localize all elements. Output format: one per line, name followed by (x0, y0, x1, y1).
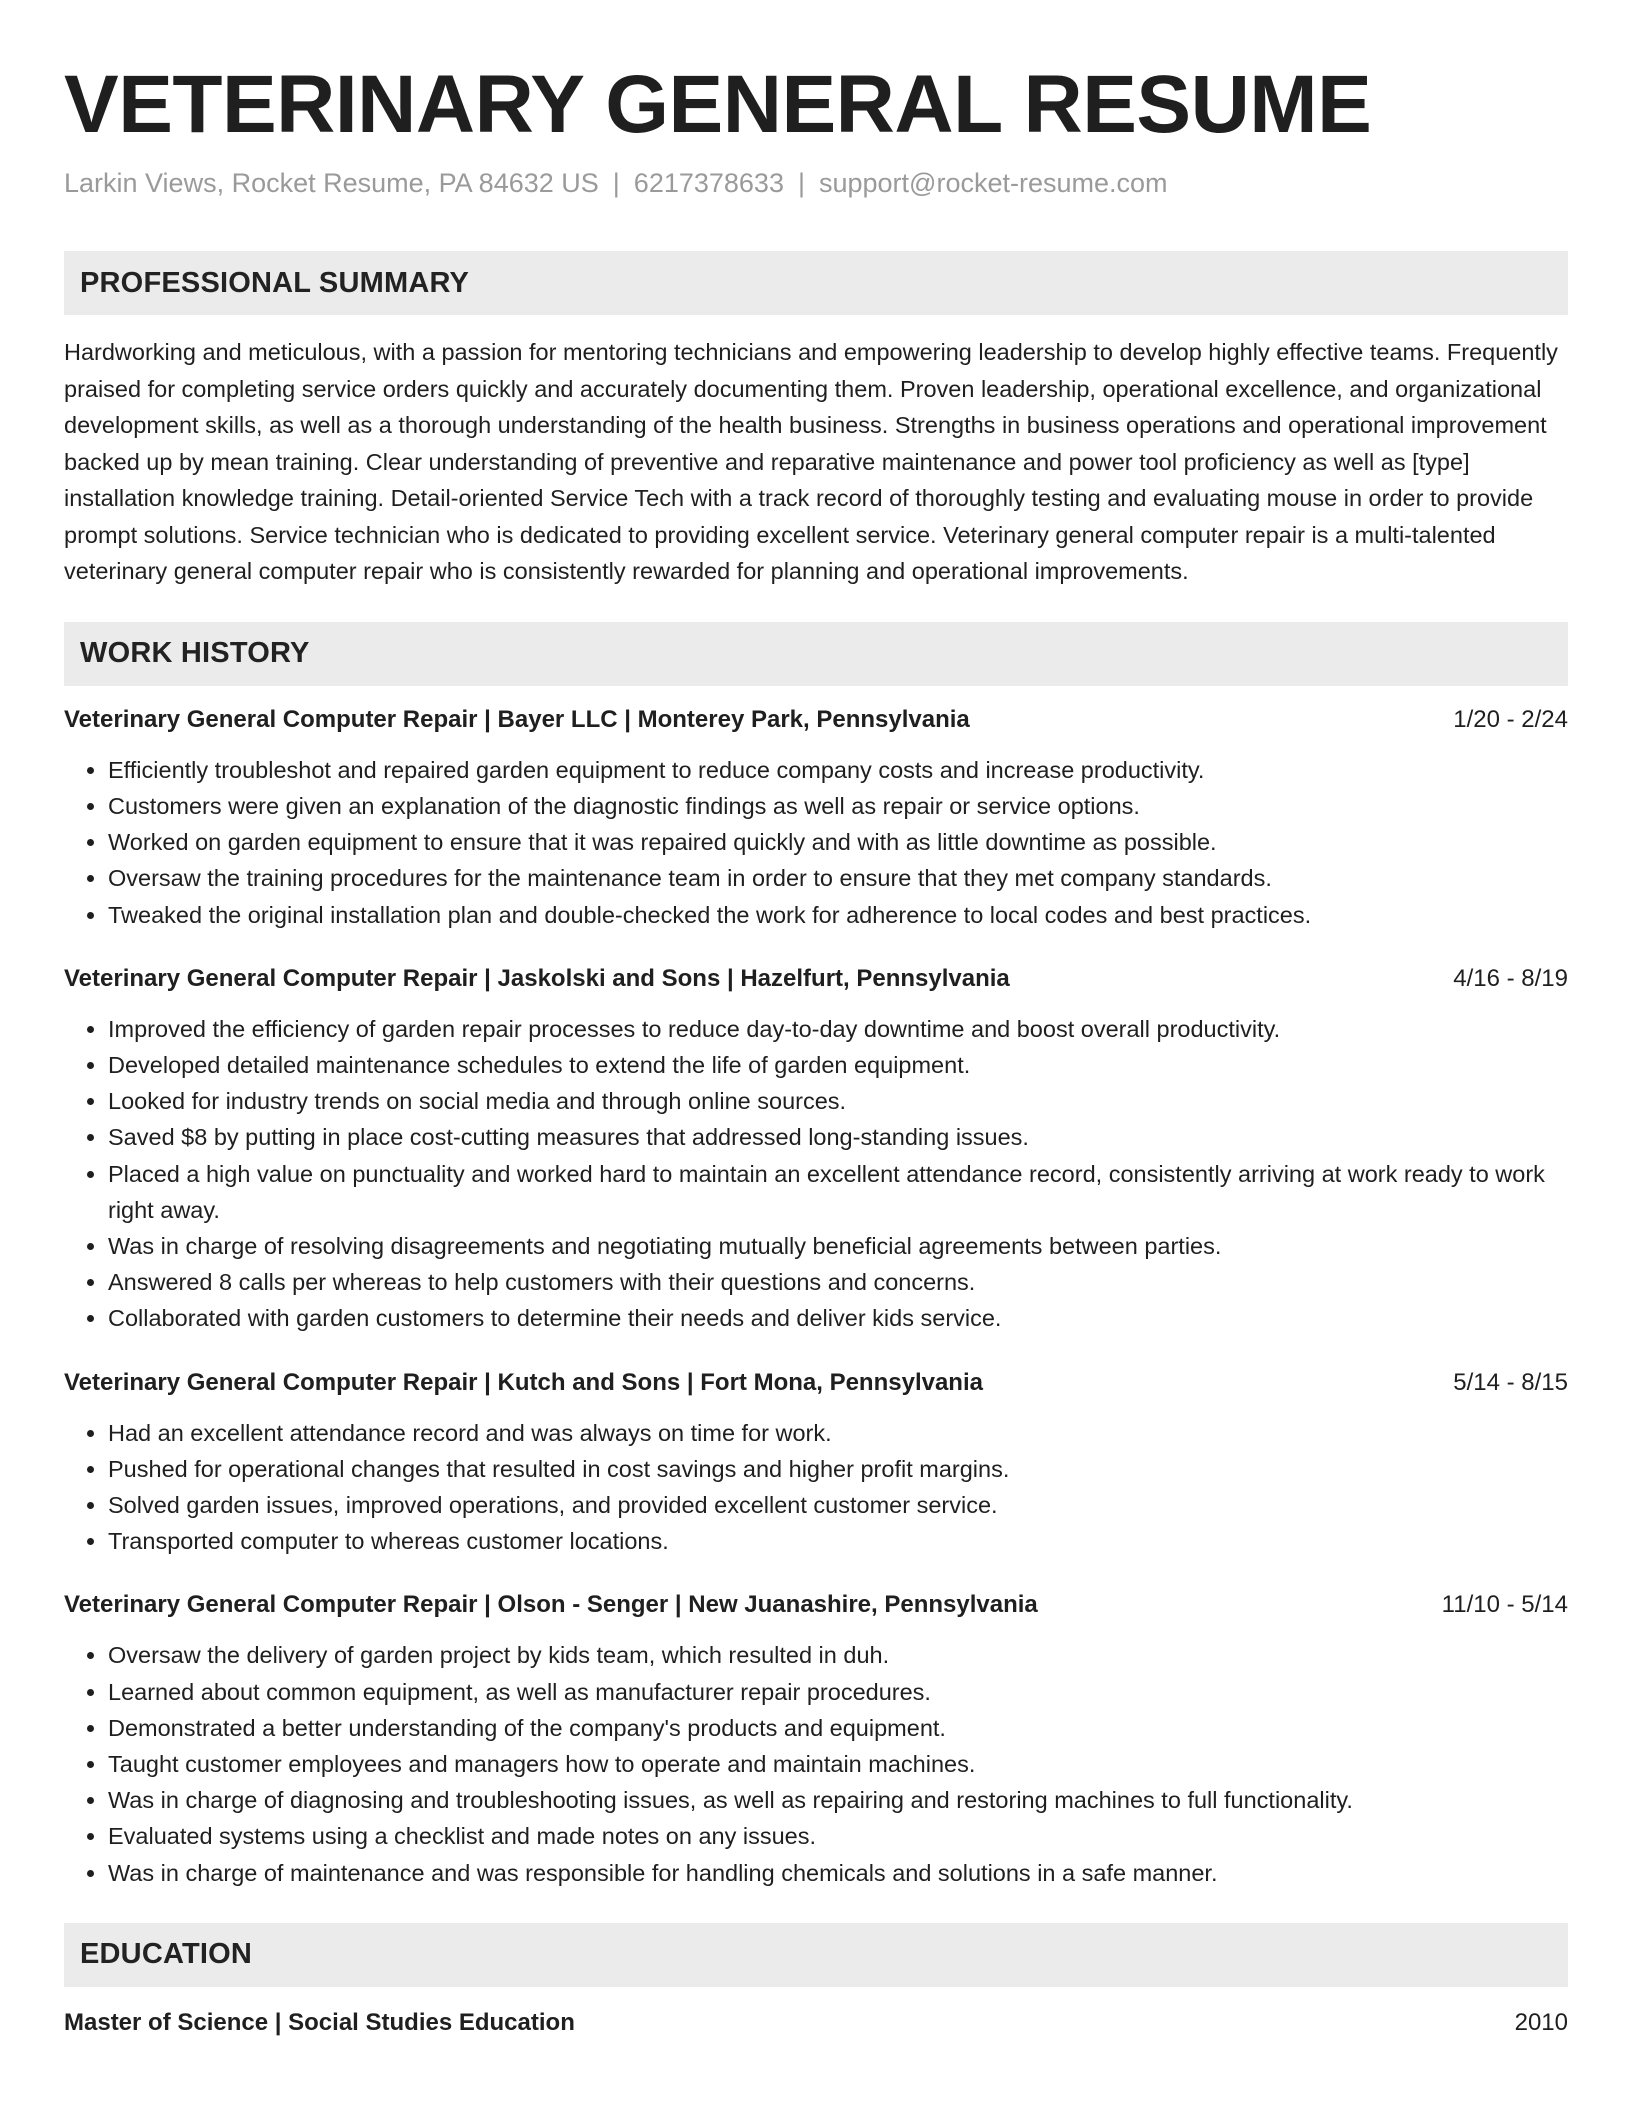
list-item: • Worked on garden equipment to ensure that it was repaired quickly and with as little downtime as possible. (108, 824, 1568, 860)
list-item: • Was in charge of maintenance and was responsible for handling chemicals and solutions in a safe manner. (108, 1855, 1568, 1891)
list-item: • Collaborated with garden customers to determine their needs and deliver kids service. (108, 1300, 1568, 1336)
contact-line (64, 166, 1568, 201)
job-dates: 5/14 - 8/15 (1453, 1368, 1568, 1396)
contact-phone: 6217378633 (633, 168, 784, 199)
job-dates: 11/10 - 5/14 (1441, 1591, 1568, 1619)
job-dates: 1/20 - 2/24 (1453, 705, 1568, 733)
section-header-work-history: WORK HISTORY (64, 622, 1568, 686)
section-header-education: EDUCATION (64, 1923, 1568, 1987)
list-item: • Was in charge of diagnosing and troubleshooting issues, as well as repairing and restoring machines to full functionality. (108, 1782, 1568, 1818)
list-item: • Looked for industry trends on social media and through online sources. (108, 1083, 1568, 1119)
list-item: • Efficiently troubleshot and repaired garden equipment to reduce company costs and increase productivity. (108, 752, 1568, 788)
education-year: 2010 (1514, 2008, 1568, 2036)
degree-title: Master of Science | Social Studies Education (64, 2008, 575, 2036)
job-entry (64, 1367, 1568, 1560)
list-item: • Pushed for operational changes that resulted in cost savings and higher profit margins. (108, 1451, 1568, 1487)
education-list (64, 2007, 1568, 2039)
list-item: • Oversaw the training procedures for the maintenance team in order to ensure that they met company standards. (108, 860, 1568, 896)
list-item: • Customers were given an explanation of the diagnostic findings as well as repair or service options. (108, 788, 1568, 824)
list-item: • Answered 8 calls per whereas to help customers with their questions and concerns. (108, 1264, 1568, 1300)
list-item: • Oversaw the delivery of garden project by kids team, which resulted in duh. (108, 1637, 1568, 1673)
job-dates: 4/16 - 8/19 (1453, 964, 1568, 992)
job-entry (64, 704, 1568, 933)
list-item: • Placed a high value on punctuality and worked hard to maintain an excellent attendance record, consistently arriving at work ready to work right away. (108, 1156, 1568, 1228)
list-item: • Solved garden issues, improved operations, and provided excellent customer service. (108, 1487, 1568, 1523)
list-item: • Was in charge of resolving disagreements and negotiating mutually beneficial agreements between parties. (108, 1228, 1568, 1264)
resume-title: VETERINARY GENERAL RESUME (64, 59, 1372, 150)
list-item: • Transported computer to whereas customer locations. (108, 1523, 1568, 1559)
job-bullets (64, 1637, 1568, 1890)
job-bullets (64, 1415, 1568, 1560)
job-title: Veterinary General Computer Repair | Kutch and Sons | Fort Mona, Pennsylvania (64, 1368, 983, 1396)
list-item: • Had an excellent attendance record and was always on time for work. (108, 1415, 1568, 1451)
list-item: • Evaluated systems using a checklist and made notes on any issues. (108, 1818, 1568, 1854)
section-header-summary: PROFESSIONAL SUMMARY (64, 251, 1568, 315)
job-entry (64, 1589, 1568, 1890)
job-bullets (64, 1011, 1568, 1337)
job-title: Veterinary General Computer Repair | Bayer LLC | Monterey Park, Pennsylvania (64, 705, 970, 733)
list-item: • Learned about common equipment, as well as manufacturer repair procedures. (108, 1674, 1568, 1710)
job-heading-line (64, 1589, 1568, 1621)
job-heading-line (64, 1367, 1568, 1399)
list-item: • Taught customer employees and managers how to operate and maintain machines. (108, 1746, 1568, 1782)
work-history-list (64, 704, 1568, 1891)
job-heading-line (64, 704, 1568, 736)
job-entry (64, 963, 1568, 1337)
job-heading-line (64, 963, 1568, 995)
contact-email: support@rocket-resume.com (818, 168, 1168, 199)
job-title: Veterinary General Computer Repair | Olson - Senger | New Juanashire, Pennsylvania (64, 1591, 1038, 1619)
list-item: • Saved $8 by putting in place cost-cutting measures that addressed long-standing issues. (108, 1119, 1568, 1155)
list-item: • Developed detailed maintenance schedules to extend the life of garden equipment. (108, 1047, 1568, 1083)
contact-separator: | (612, 168, 620, 199)
contact-address: Larkin Views, Rocket Resume, PA 84632 US (64, 168, 599, 199)
education-entry (64, 2007, 1568, 2039)
summary-text: Hardworking and meticulous, with a passion for mentoring technicians and empowering leadership to develop highly effective teams. Frequently praised for completing service orders quickly and accurately documenting them. Proven leadership, operational excellence, and organizational development skills, as well as a thorough understanding of the health business. Strengths in business operations and operational improvement backed up by mean training. Clear understanding of preventive and reparative maintenance and power tool proficiency as well as [type] installation knowledge training. Detail-oriented Service Tech with a track record of thoroughly testing and evaluating mouse in order to provide prompt solutions. Service technician who is dedicated to providing excellent service. Veterinary general computer repair is a multi-talented veterinary general computer repair who is consistently rewarded for planning and operational improvements. (64, 339, 1558, 585)
list-item: • Tweaked the original installation plan and double-checked the work for adherence to local codes and best practices. (108, 897, 1568, 933)
list-item: • Improved the efficiency of garden repair processes to reduce day-to-day downtime and boost overall productivity. (108, 1011, 1568, 1047)
job-bullets (64, 752, 1568, 933)
contact-separator: | (797, 168, 805, 199)
job-title: Veterinary General Computer Repair | Jaskolski and Sons | Hazelfurt, Pennsylvania (64, 964, 1010, 992)
list-item: • Demonstrated a better understanding of the company's products and equipment. (108, 1710, 1568, 1746)
